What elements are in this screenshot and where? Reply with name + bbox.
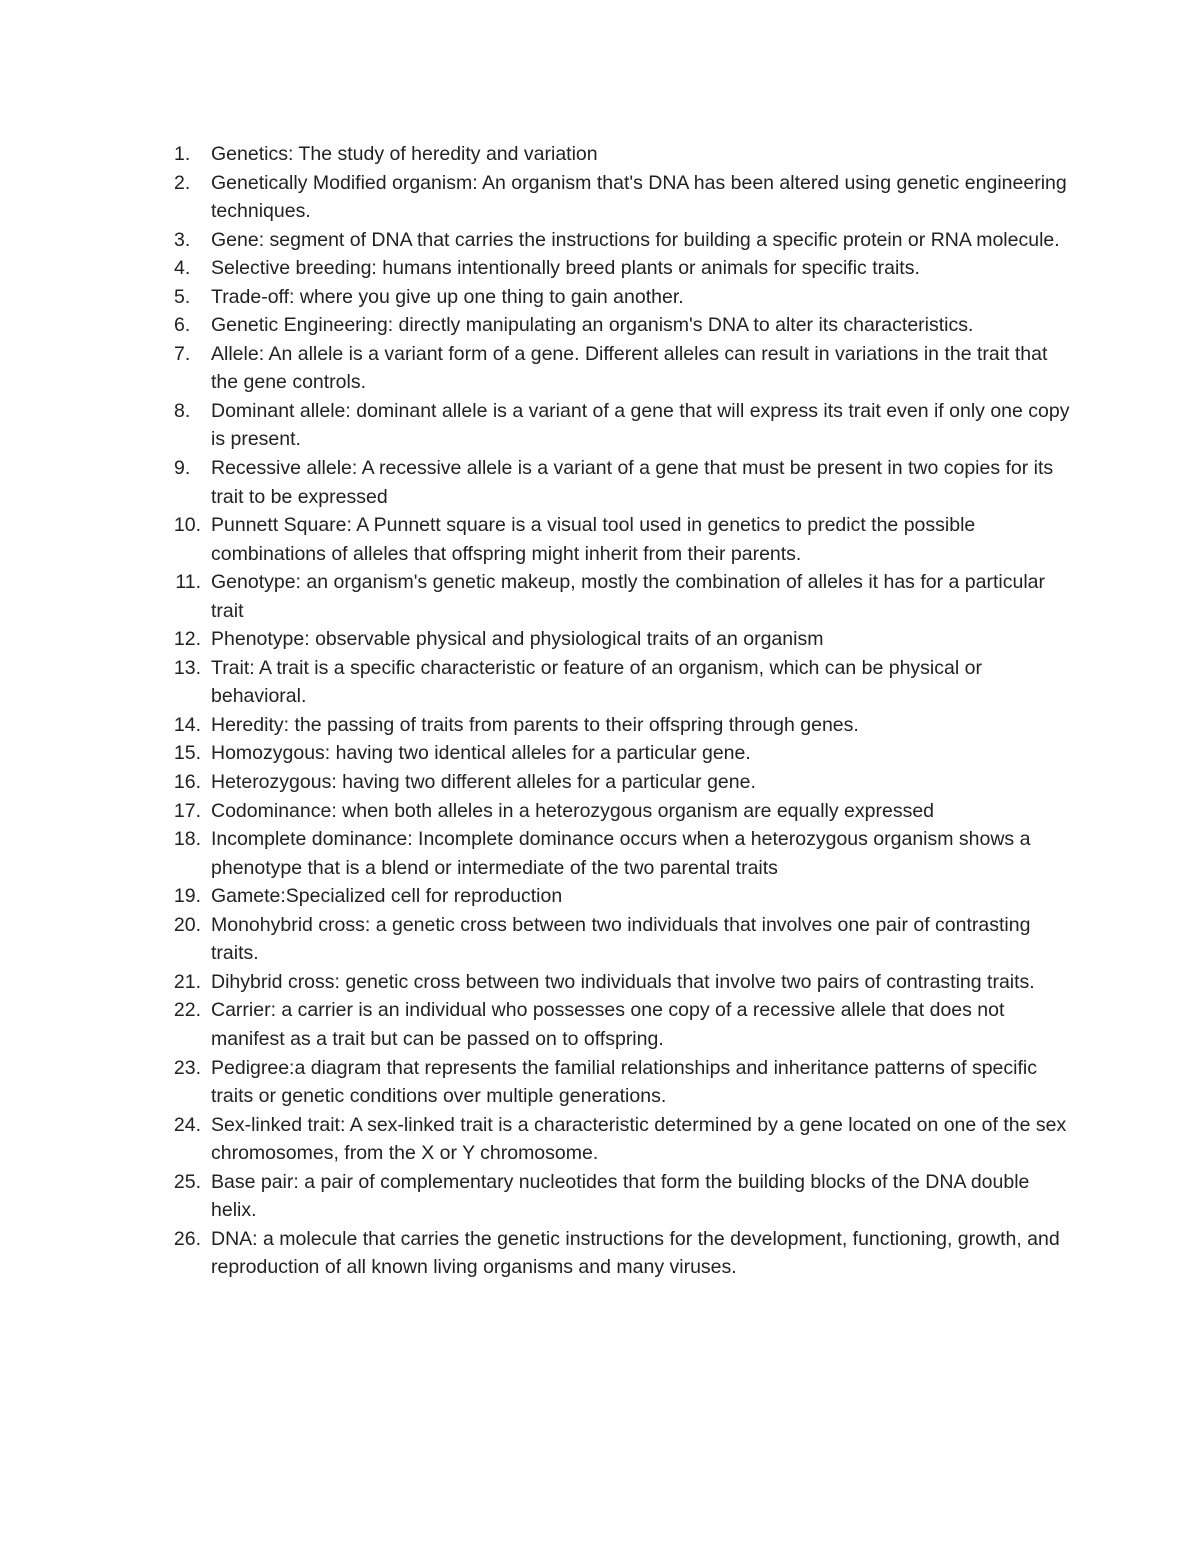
list-item-number: 14. (173, 713, 201, 736)
list-item (150, 254, 1070, 283)
list-item-number: 4. (174, 257, 191, 280)
list-item-text: Allele: An allele is a variant form of a gene. Different alleles can result in variations in the trait that the gene controls. (211, 342, 1048, 394)
list-item (150, 739, 1070, 768)
list-item-text: Selective breeding: humans intentionally breed plants or animals for specific traits. (211, 257, 920, 280)
list-item-number: 2. (174, 171, 191, 194)
list-item-number: 12. (173, 628, 201, 651)
list-item (150, 625, 1070, 654)
list-item-text: DNA: a molecule that carries the genetic instructions for the development, functioning, growth, and reproduction of all known living organisms and many viruses. (211, 1227, 1060, 1279)
list-item-text: Punnett Square: A Punnett square is a visual tool used in genetics to predict the possible combinations of alleles that offspring might inherit from their parents. (211, 514, 976, 565)
list-item (150, 397, 1070, 454)
list-item (150, 911, 1070, 968)
list-item-text: Trait: A trait is a specific characteristic or feature of an organism, which can be physical or behavioral. (211, 656, 982, 708)
list-item (150, 768, 1070, 797)
list-item (150, 1111, 1070, 1168)
list-item-text: Incomplete dominance: Incomplete dominance occurs when a heterozygous organism shows a phenotype that is a blend or intermediate of the two parental traits (211, 828, 1031, 879)
list-item-number: 21. (173, 970, 201, 993)
list-item-text: Heredity: the passing of traits from parents to their offspring through genes. (211, 713, 859, 736)
list-item-number: 20. (173, 913, 201, 936)
list-item-number: 1. (174, 143, 191, 165)
list-item (150, 511, 1070, 568)
list-item (150, 283, 1070, 312)
list-item-number: 24. (173, 1113, 201, 1136)
list-item-text: Dominant allele: dominant allele is a variant of a gene that will express its trait even if only one copy is present. (211, 399, 1070, 451)
list-item-number: 3. (174, 228, 191, 251)
list-item-number: 5. (174, 285, 191, 308)
list-item-text: Monohybrid cross: a genetic cross between two individuals that involves one pair of contrasting traits. (211, 913, 1031, 965)
list-item (150, 340, 1070, 397)
list-item (150, 654, 1070, 711)
list-item-text: Phenotype: observable physical and physiological traits of an organism (211, 628, 824, 651)
list-item-number: 16. (173, 771, 201, 794)
list-item-text: Gene: segment of DNA that carries the instructions for building a specific protein or RNA molecule. (211, 228, 1060, 251)
list-item-number: 13. (173, 656, 201, 679)
list-item-number: 7. (174, 342, 191, 365)
list-item-number: 19. (173, 885, 201, 908)
list-item-number: 9. (174, 457, 191, 480)
list-item (150, 996, 1070, 1053)
list-item-text: Recessive allele: A recessive allele is a variant of a gene that must be present in two copies for its trait to be expressed (211, 457, 1054, 508)
list-item-number: 11. (175, 571, 201, 594)
list-item (150, 1225, 1070, 1282)
list-item-number: 18. (173, 828, 201, 851)
list-item (150, 140, 1070, 169)
list-item-text: Carrier: a carrier is an individual who possesses one copy of a recessive allele that does not manifest as a trait but can be passed on to offspring. (211, 999, 1005, 1050)
list-item (150, 226, 1070, 255)
list-item-text: Sex-linked trait: A sex-linked trait is a characteristic determined by a gene located on one of the sex chromosomes, from the X or Y chromosome. (211, 1113, 1067, 1165)
list-item-number: 22. (173, 999, 201, 1022)
list-item (150, 169, 1070, 226)
list-item-number: 15. (173, 742, 201, 765)
list-item (150, 568, 1070, 625)
glossary-list (150, 140, 1070, 1282)
list-item (150, 1054, 1070, 1111)
list-item-text: Genetically Modified organism: An organism that's DNA has been altered using genetic engineering techniques. (211, 171, 1067, 223)
list-item-text: Genetics: The study of heredity and variation (211, 143, 598, 165)
list-item-number: 26. (173, 1227, 201, 1250)
list-item-number: 23. (173, 1056, 201, 1079)
list-item-number: 10. (173, 514, 201, 537)
list-item-text: Dihybrid cross: genetic cross between two individuals that involve two pairs of contrasting traits. (211, 970, 1035, 993)
list-item (150, 454, 1070, 511)
list-item (150, 1168, 1070, 1225)
list-item-text: Pedigree:a diagram that represents the familial relationships and inheritance patterns of specific traits or genetic conditions over multiple generations. (211, 1056, 1037, 1108)
list-item-text: Base pair: a pair of complementary nucleotides that form the building blocks of the DNA double helix. (211, 1170, 1030, 1222)
list-item (150, 825, 1070, 882)
list-item (150, 711, 1070, 740)
list-item-number: 6. (174, 314, 191, 337)
list-item (150, 797, 1070, 826)
list-item-text: Genotype: an organism's genetic makeup, mostly the combination of alleles it has for a particular trait (211, 571, 1045, 622)
list-item (150, 968, 1070, 997)
list-item-text: Genetic Engineering: directly manipulating an organism's DNA to alter its characteristics. (211, 314, 974, 337)
list-item-number: 17. (173, 799, 201, 822)
list-item-text: Trade-off: where you give up one thing to gain another. (211, 285, 684, 308)
list-item-number: 25. (173, 1170, 201, 1193)
list-item (150, 311, 1070, 340)
list-item-text: Gamete:Specialized cell for reproduction (211, 885, 563, 908)
list-item-text: Codominance: when both alleles in a heterozygous organism are equally expressed (211, 799, 935, 822)
list-item-text: Heterozygous: having two different alleles for a particular gene. (211, 771, 756, 794)
list-item (150, 882, 1070, 911)
list-item-text: Homozygous: having two identical alleles for a particular gene. (211, 742, 751, 765)
list-item-number: 8. (174, 399, 191, 422)
